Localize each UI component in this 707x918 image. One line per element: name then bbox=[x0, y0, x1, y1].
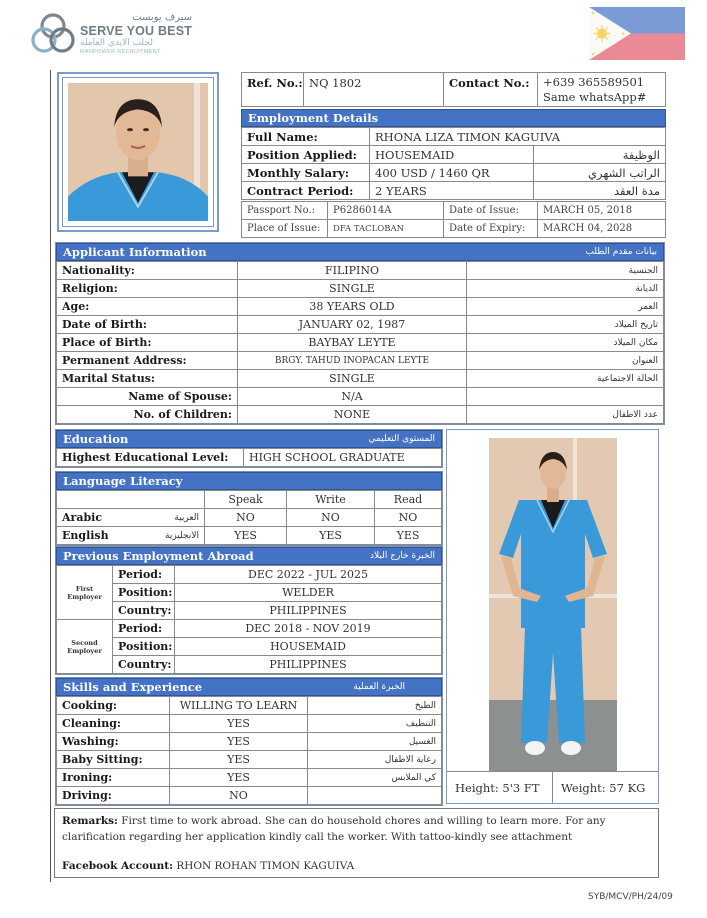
table-row bbox=[57, 280, 664, 298]
passport-table bbox=[241, 201, 666, 238]
table-row bbox=[57, 602, 442, 620]
logo-english-name: SERVE YOU BEST bbox=[80, 24, 193, 38]
contact-no-value: +639 365589501 bbox=[543, 75, 645, 89]
language-literacy-header bbox=[56, 472, 442, 490]
nationality-arabic: الجنسية bbox=[467, 262, 664, 280]
weight-value: Weight: 57 KG bbox=[561, 780, 646, 795]
table-row bbox=[57, 638, 442, 656]
logo-subtitle: MANPOWER RECRUITMENT bbox=[80, 49, 161, 55]
date-of-issue-label: Date of Issue: bbox=[444, 202, 538, 220]
nationality-label: Nationality: bbox=[57, 262, 238, 280]
full-name-label: Full Name: bbox=[242, 128, 370, 146]
place-of-issue-value: DFA TACLOBAN bbox=[328, 220, 444, 238]
logo-arabic-name: سيرف يوبست bbox=[132, 12, 193, 23]
remarks-section bbox=[54, 808, 659, 878]
first-position-value: WELDER bbox=[175, 584, 442, 602]
english-write-value: YES bbox=[287, 527, 375, 545]
table-row bbox=[57, 787, 442, 805]
table-row bbox=[57, 715, 442, 733]
name-of-spouse-value: N/A bbox=[238, 388, 467, 406]
philippines-flag-icon bbox=[589, 7, 685, 60]
full-body-photo bbox=[489, 438, 617, 771]
first-country-value: PHILIPPINES bbox=[175, 602, 442, 620]
cooking-arabic: الطبخ bbox=[308, 697, 442, 715]
second-employer-label: Second Employer bbox=[57, 620, 113, 674]
language-header-blank bbox=[57, 491, 205, 509]
date-of-birth-arabic: تاريخ الميلاد bbox=[467, 316, 664, 334]
nationality-value: FILIPINO bbox=[238, 262, 467, 280]
ref-no-label: Ref. No.: bbox=[242, 73, 304, 107]
height-weight-row bbox=[447, 771, 658, 803]
portrait-photo-frame bbox=[57, 72, 219, 232]
english-language-label: English bbox=[62, 529, 109, 542]
age-arabic: العمر bbox=[467, 298, 664, 316]
skills-section bbox=[55, 677, 443, 806]
table-row bbox=[57, 352, 664, 370]
applicant-information-title-arabic: بيانات مقدم الطلب bbox=[585, 247, 657, 257]
baby-sitting-value: YES bbox=[170, 751, 308, 769]
table-row bbox=[242, 164, 666, 182]
passport-no-value: P6286014A bbox=[328, 202, 444, 220]
previous-employment-header bbox=[56, 547, 442, 565]
facebook-account-label: Facebook Account: bbox=[62, 860, 173, 872]
table-row bbox=[57, 656, 442, 674]
date-of-expiry-label: Date of Expiry: bbox=[444, 220, 538, 238]
employment-details-table bbox=[241, 127, 666, 200]
portrait-photo bbox=[68, 83, 208, 221]
name-of-spouse-label: Name of Spouse: bbox=[57, 388, 238, 406]
english-speak-value: YES bbox=[205, 527, 287, 545]
logo-text-block bbox=[80, 12, 192, 56]
table-row bbox=[57, 584, 442, 602]
place-of-birth-arabic: مكان الميلاد bbox=[467, 334, 664, 352]
table-row bbox=[57, 406, 664, 424]
logo-arabic-tagline: لجلب الايدي العاملة bbox=[80, 38, 153, 48]
first-period-value: DEC 2022 - JUL 2025 bbox=[175, 566, 442, 584]
remarks-text: First time to work abroad. She can do household chores and willing to learn more. For any clarification regarding her application kindly call the worker. With tattoo-kindly see attachment bbox=[62, 815, 606, 843]
permanent-address-label: Permanent Address: bbox=[57, 352, 238, 370]
date-of-birth-label: Date of Birth: bbox=[57, 316, 238, 334]
driving-label: Driving: bbox=[57, 787, 170, 805]
table-row bbox=[57, 769, 442, 787]
read-column-header: Read bbox=[375, 491, 442, 509]
remarks-label: Remarks: bbox=[62, 815, 118, 827]
table-row bbox=[57, 509, 442, 527]
language-literacy-table bbox=[56, 490, 442, 545]
second-position-label: Position: bbox=[113, 638, 175, 656]
baby-sitting-label: Baby Sitting: bbox=[57, 751, 170, 769]
table-row bbox=[57, 620, 442, 638]
washing-label: Washing: bbox=[57, 733, 170, 751]
highest-educational-level-label: Highest Educational Level: bbox=[57, 449, 244, 467]
no-of-children-label: No. of Children: bbox=[57, 406, 238, 424]
cleaning-value: YES bbox=[170, 715, 308, 733]
previous-employment-title: Previous Employment Abroad bbox=[63, 549, 254, 563]
religion-label: Religion: bbox=[57, 280, 238, 298]
skills-title-arabic: الخبرة العملية bbox=[353, 682, 405, 692]
language-literacy-title: Language Literacy bbox=[63, 474, 183, 488]
arabic-write-value: NO bbox=[287, 509, 375, 527]
table-header-row bbox=[57, 491, 442, 509]
first-position-label: Position: bbox=[113, 584, 175, 602]
applicant-information-header bbox=[56, 243, 664, 261]
religion-value: SINGLE bbox=[238, 280, 467, 298]
driving-arabic bbox=[308, 787, 442, 805]
place-of-birth-label: Place of Birth: bbox=[57, 334, 238, 352]
skills-table bbox=[56, 696, 442, 805]
table-row bbox=[242, 146, 666, 164]
facebook-account-value: RHON ROHAN TIMON KAGUIVA bbox=[176, 860, 355, 872]
applicant-information-table bbox=[56, 261, 664, 424]
cooking-value: WILLING TO LEARN bbox=[170, 697, 308, 715]
cleaning-label: Cleaning: bbox=[57, 715, 170, 733]
remarks-paragraph bbox=[62, 814, 651, 845]
contract-period-label: Contract Period: bbox=[242, 182, 370, 200]
name-of-spouse-arabic bbox=[467, 388, 664, 406]
date-of-birth-value: JANUARY 02, 1987 bbox=[238, 316, 467, 334]
table-row bbox=[57, 388, 664, 406]
position-applied-value: HOUSEMAID bbox=[370, 146, 534, 164]
language-literacy-section bbox=[55, 471, 443, 546]
reference-table bbox=[241, 72, 666, 107]
no-of-children-arabic: عدد الاطفال bbox=[467, 406, 664, 424]
previous-employment-table bbox=[56, 565, 442, 674]
arabic-language-label: Arabic bbox=[62, 511, 103, 524]
second-period-value: DEC 2018 - NOV 2019 bbox=[175, 620, 442, 638]
passport-no-label: Passport No.: bbox=[242, 202, 328, 220]
table-row bbox=[242, 182, 666, 200]
first-country-label: Country: bbox=[113, 602, 175, 620]
skills-header bbox=[56, 678, 442, 696]
contact-no-label: Contact No.: bbox=[444, 73, 538, 107]
table-row bbox=[57, 697, 442, 715]
ironing-label: Ironing: bbox=[57, 769, 170, 787]
english-read-value: YES bbox=[375, 527, 442, 545]
table-row bbox=[57, 370, 664, 388]
education-header bbox=[56, 430, 442, 448]
contract-period-arabic: مدة العقد bbox=[534, 182, 666, 200]
skills-title: Skills and Experience bbox=[63, 680, 203, 694]
arabic-speak-value: NO bbox=[205, 509, 287, 527]
marital-status-arabic: الحالة الاجتماعية bbox=[467, 370, 664, 388]
table-row bbox=[57, 733, 442, 751]
table-row bbox=[57, 298, 664, 316]
ironing-arabic: كي الملابس bbox=[308, 769, 442, 787]
arabic-read-value: NO bbox=[375, 509, 442, 527]
table-row bbox=[242, 128, 666, 146]
employment-details-title: Employment Details bbox=[248, 111, 379, 125]
driving-value: NO bbox=[170, 787, 308, 805]
table-row bbox=[242, 220, 666, 238]
english-language-cell bbox=[57, 527, 205, 545]
applicant-information-title: Applicant Information bbox=[63, 245, 207, 259]
position-applied-label: Position Applied: bbox=[242, 146, 370, 164]
age-value: 38 YEARS OLD bbox=[238, 298, 467, 316]
previous-employment-section bbox=[55, 546, 443, 675]
margin-line bbox=[50, 70, 51, 882]
full-body-photo-frame bbox=[446, 429, 659, 804]
washing-value: YES bbox=[170, 733, 308, 751]
marital-status-label: Marital Status: bbox=[57, 370, 238, 388]
age-label: Age: bbox=[57, 298, 238, 316]
baby-sitting-arabic: رعاية الاطفال bbox=[308, 751, 442, 769]
contact-note: Same whatsApp# bbox=[543, 90, 647, 104]
monthly-salary-arabic: الراتب الشهري bbox=[534, 164, 666, 182]
second-period-label: Period: bbox=[113, 620, 175, 638]
table-row bbox=[242, 202, 666, 220]
monthly-salary-value: 400 USD / 1460 QR bbox=[370, 164, 534, 182]
english-language-arabic: الانجليزية bbox=[165, 530, 199, 541]
table-row bbox=[57, 316, 664, 334]
marital-status-value: SINGLE bbox=[238, 370, 467, 388]
ironing-value: YES bbox=[170, 769, 308, 787]
first-period-label: Period: bbox=[113, 566, 175, 584]
table-row bbox=[57, 527, 442, 545]
position-applied-arabic: الوظيفة bbox=[534, 146, 666, 164]
second-country-label: Country: bbox=[113, 656, 175, 674]
full-name-value: RHONA LIZA TIMON KAGUIVA bbox=[370, 128, 666, 146]
education-section bbox=[55, 429, 443, 468]
table-row bbox=[57, 751, 442, 769]
cooking-label: Cooking: bbox=[57, 697, 170, 715]
date-of-expiry-value: MARCH 04, 2028 bbox=[538, 220, 666, 238]
ref-no-value: NQ 1802 bbox=[304, 73, 444, 107]
washing-arabic: الغسيل bbox=[308, 733, 442, 751]
reference-and-employment-section bbox=[241, 72, 666, 238]
first-employer-label: First Employer bbox=[57, 566, 113, 620]
company-logo bbox=[30, 4, 193, 64]
no-of-children-value: NONE bbox=[238, 406, 467, 424]
monthly-salary-label: Monthly Salary: bbox=[242, 164, 370, 182]
arabic-language-cell bbox=[57, 509, 205, 527]
place-of-birth-value: BAYBAY LEYTE bbox=[238, 334, 467, 352]
religion-arabic: الديانة bbox=[467, 280, 664, 298]
table-row bbox=[57, 334, 664, 352]
write-column-header: Write bbox=[287, 491, 375, 509]
second-position-value: HOUSEMAID bbox=[175, 638, 442, 656]
permanent-address-value: BRGY. TAHUD INOPACAN LEYTE bbox=[238, 352, 467, 370]
education-table bbox=[56, 448, 442, 467]
arabic-language-arabic: العربية bbox=[174, 512, 199, 523]
speak-column-header: Speak bbox=[205, 491, 287, 509]
contract-period-value: 2 YEARS bbox=[370, 182, 534, 200]
education-title-arabic: المستوى التعليمي bbox=[368, 434, 435, 444]
second-country-value: PHILIPPINES bbox=[175, 656, 442, 674]
cleaning-arabic: التنظيف bbox=[308, 715, 442, 733]
previous-employment-title-arabic: الخبرة خارج البلاد bbox=[370, 551, 435, 561]
height-value: Height: 5'3 FT bbox=[447, 772, 553, 803]
table-row bbox=[57, 566, 442, 584]
table-row bbox=[57, 262, 664, 280]
place-of-issue-label: Place of Issue: bbox=[242, 220, 328, 238]
permanent-address-arabic: العنوان bbox=[467, 352, 664, 370]
contact-no-cell bbox=[538, 73, 666, 107]
facebook-account-line bbox=[62, 859, 651, 875]
applicant-information-section bbox=[55, 242, 665, 425]
education-title: Education bbox=[63, 432, 129, 446]
table-row bbox=[57, 449, 442, 467]
highest-educational-level-value: HIGH SCHOOL GRADUATE bbox=[244, 449, 442, 467]
knot-logo-icon bbox=[30, 11, 76, 57]
document-code: SYB/MCV/PH/24/09 bbox=[588, 892, 673, 902]
date-of-issue-value: MARCH 05, 2018 bbox=[538, 202, 666, 220]
employment-details-header bbox=[241, 109, 666, 127]
